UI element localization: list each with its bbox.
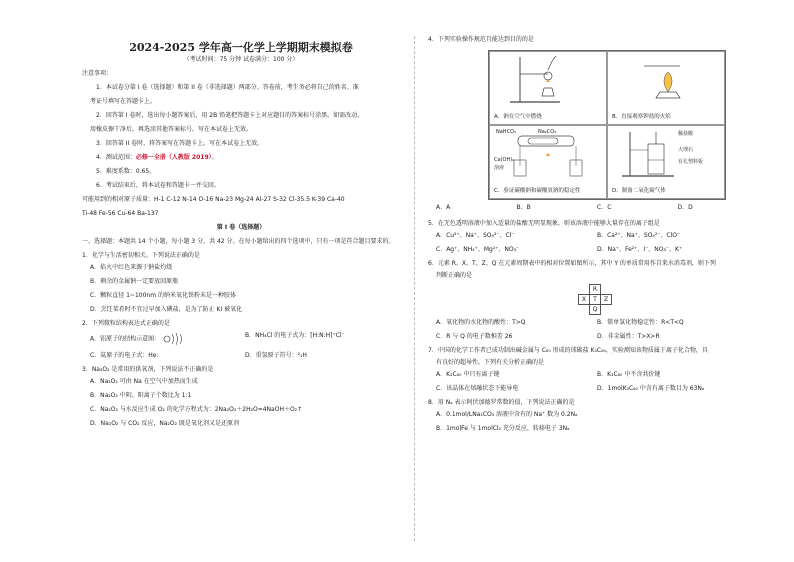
q4-option-a: A．A (436, 204, 451, 211)
q6-option-c: C．R 与 Q 的电子数相差 26 (436, 333, 513, 340)
cell-x: X (579, 295, 590, 305)
q7-option-c: C．该晶体在熔融状态下能导电 (436, 385, 519, 392)
section-1-title: 第 I 卷（选择题） (216, 224, 266, 231)
note-2: 2．回答第 I 卷时，选出每小题答案后，用 2B 铅笔把答题卡上对应题目的答案标号涂黑。如需改动， (96, 112, 364, 119)
column-divider (414, 36, 415, 541)
section-1-desc: 一、选择题：本题共 14 个小题，每小题 3 分，共 42 分。在每小题给出的四个选项中，只有一项是符合题目要求的。 (82, 238, 395, 245)
note-3: 3．回答第 II 卷时，将答案写在答题卡上。写在本试卷上无效。 (96, 140, 264, 147)
q8-option-a: A．0.1mol/LNa₂CO₃ 溶液中含有的 Na⁺ 数为 0.2Nₐ (436, 411, 578, 418)
note-2-cont: 用橡皮擦干净后，再选涂其他答案标号。写在本试卷上无效。 (90, 126, 253, 133)
q4-option-b: B．B (516, 204, 531, 211)
q4-option-c: C．C (597, 204, 612, 211)
note-5: 5．难度系数：0.65。 (96, 168, 156, 175)
q3-stem: 3．Na₂O₂ 是常用的供氧剂，下列说法不正确的是 (82, 366, 214, 373)
notice-title: 注意事项： (82, 70, 113, 77)
q6-option-a: A．氧化物的水化物的酸性：T>Q (436, 319, 526, 326)
q6-options-ab (428, 319, 758, 327)
q1-option-c: C．颗粒直径 1~100nm 的纳米氧化铁粉末是一种胶体 (90, 292, 236, 299)
q4-stem: 4．下列实验操作规范且能达到目的的是 (428, 36, 534, 43)
sodium-burning-apparatus-icon (490, 52, 606, 108)
left-column (82, 36, 400, 434)
q7-stem: 7．中国的化学工作者已成功制出碱金属与 C₆₀ 形成的球碳盐 K₃C₆₀，实验测知该物质属于离子化合物，具 (428, 347, 708, 354)
q7-option-b: B．K₃C₆₀ 中不含共价键 (597, 371, 661, 378)
q5-options-ab (428, 232, 758, 240)
exam-subtitle: （考试时间：75 分钟 试卷满分：100 分） (183, 56, 299, 63)
q6-option-b: B．简单氢化物稳定性：R<T<Q (597, 319, 684, 326)
q8-stem: 8．用 Nₐ 表示阿伏加德罗常数的值，下列说法正确的是 (428, 399, 575, 406)
note-1-cont: 考证号填写在答题卡上。 (90, 98, 157, 105)
exam-title: 2024-2025 学年高一化学上学期期末模拟卷 (129, 41, 353, 54)
q7-stem-cont: 有良好的超导性。下列有关分析正确的是 (436, 359, 545, 366)
note-4-scope: 必修一全册（人教版 2019） (135, 154, 212, 161)
q1-option-a: A．焰火中红色来源于钠盐灼烧 (90, 264, 173, 271)
q3-option-d: D．Na₂O₂ 与 CO₂ 反应，Na₂O₂ 既是氧化剂又是还原剂 (90, 420, 239, 427)
q1-option-b: B．剩余的金属钠一定要放回原瓶 (90, 278, 179, 285)
periodic-position-table (578, 284, 612, 315)
right-column (428, 36, 758, 439)
q4-figure-grid (488, 50, 726, 200)
note-4 (82, 154, 400, 162)
q4-figure-b (607, 51, 725, 125)
q7-options-ab (428, 371, 758, 379)
q4-caption-d: D．制备二氧化碳气体 (612, 188, 666, 194)
q1-stem: 1．化学与生活密切相关。下列说法正确的是 (82, 252, 200, 259)
q7-options-cd (428, 385, 758, 393)
q4-figure-c (489, 125, 607, 199)
q4-figure-a (489, 51, 607, 125)
q2-stem: 2．下列微粒结构表达式正确的是 (82, 320, 170, 327)
q5-option-c: C．Ag⁺、NH₄⁺、Mg²⁺、NO₃⁻ (436, 246, 520, 253)
q5-option-d: D．Na⁺、Fe²⁺、I⁻、NO₃⁻、K⁺ (597, 246, 683, 253)
note-6: 6．考试结束后，将本试卷和答题卡一并交回。 (96, 182, 220, 189)
q4-options (428, 204, 758, 212)
note-4-suffix: 。 (211, 154, 218, 161)
q4-caption-a: A．钠在空气中燃烧 (494, 114, 542, 120)
note-4-prefix: 4．测试范围： (96, 154, 136, 161)
q5-option-b: B．Ca²⁺、Na⁺、SO₄²⁻、ClO⁻ (597, 232, 681, 239)
cell-r: R (590, 285, 601, 295)
q2-option-c: C．氦原子的电子式：He: (90, 352, 159, 359)
q3-option-b: B．Na₂O₂ 中阴、阳离子个数比为 1:1 (90, 392, 192, 399)
q6-stem-cont: 判断正确的是 (436, 272, 473, 279)
q4-option-d: D．D (677, 204, 693, 211)
cell-t: T (590, 295, 601, 305)
q7-option-a: A．K₃C₆₀ 中只有离子键 (436, 371, 500, 378)
co2-generator-icon (608, 126, 724, 182)
q1-option-d: D．烹饪菜肴时不宜过早加入碘盐，是为了防止 KI 被氧化 (90, 306, 243, 313)
atomic-masses-2: Ti-48 Fe-56 Cu-64 Ba-137 (82, 210, 159, 217)
q2-option-a (90, 332, 245, 346)
cell-q: Q (590, 305, 601, 315)
q2-option-b: B．NH₄Cl 的电子式为：[H:N:H]⁺Cl⁻ (245, 332, 345, 339)
q5-stem: 5．在无色透明溶液中加入适量的盐酸无明显现象，则该溶液中能够大量存在的离子组是 (428, 220, 660, 227)
q8-option-b: B．1molFe 与 1molCl₂ 充分反应，转移电子 3Nₐ (436, 425, 570, 432)
aluminum-atom-diagram (162, 332, 184, 346)
label-na2co3: Na₂CO₃ (538, 129, 557, 135)
q4-caption-b: B．直接观察钾盐的火焰 (612, 114, 671, 120)
label-nahco3: NaHCO₃ (496, 129, 516, 135)
q4-caption-c: C．验证碳酸钠和碳酸氢钠的稳定性 (494, 188, 581, 194)
q6-stem: 6．元素 R、X、T、Z、Q 在元素周期表中的相对位置如图所示，其中 Y 的单质常用作自来水消毒剂，则下列 (428, 260, 716, 267)
q2-options-ab (82, 332, 400, 346)
q7-option-d: D．1molK₃C₆₀ 中含有离子数目为 63Nₐ (597, 385, 705, 392)
label-dilute-hcl: 稀盐酸 (678, 131, 694, 137)
q3-option-c: C．Na₂O₂ 与水反应生成 O₂ 的化学方程式为：2Na₂O₂＋2H₂O=4NaOH＋O₂↑ (90, 406, 303, 413)
q5-options-cd (428, 246, 758, 254)
q4-figure-d (607, 125, 725, 199)
cell-z: Z (601, 295, 612, 305)
label-marble: 大理石 (678, 147, 694, 153)
flame-test-icon (608, 52, 724, 108)
q6-options-cd (428, 333, 758, 341)
label-caoh2: Ca(OH)₂ 溶液 (494, 157, 515, 171)
q2-options-cd (82, 352, 400, 360)
q5-option-a: A．Cu²⁺、Na⁺、SO₄²⁻、Cl⁻ (436, 232, 515, 239)
q2-option-d: D．重氢原子符号：²₁H (245, 352, 307, 359)
note-1: 1．本试卷分第 I 卷（选择题）和第 II 卷（非选择题）两部分。答卷前，考生务必将自己的姓名、准 (96, 84, 359, 91)
label-perforated-plate: 有孔塑料板 (678, 159, 704, 165)
atomic-masses-1: 可能用到的相对原子质量：H-1 C-12 N-14 O-16 Na-23 Mg-24 Al-27 S-32 Cl-35.5 K-39 Ca-40 (82, 196, 345, 203)
q6-option-d: D．非金属性：T>X>R (597, 333, 660, 340)
q3-option-a: A．Na₂O₂ 可由 Na 在空气中加热而生成 (90, 378, 198, 385)
q2-option-a-text: A．铝原子的结构示意图： (90, 335, 161, 343)
